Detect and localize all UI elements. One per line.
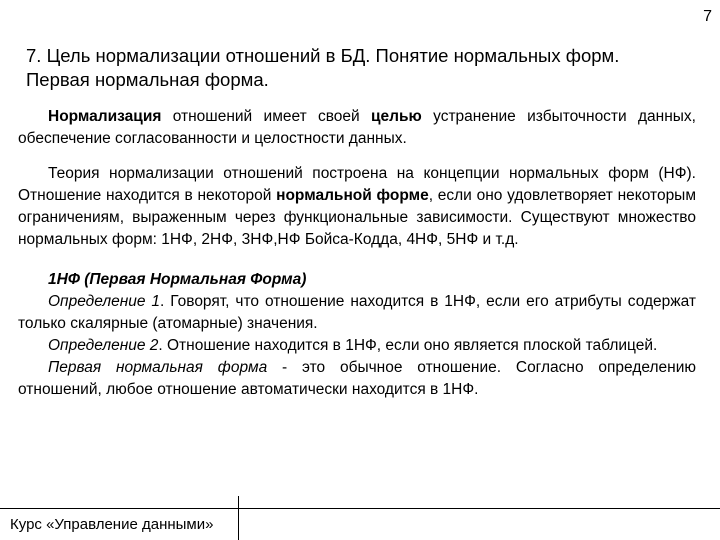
paragraph-text: отношений имеет своей	[161, 108, 372, 125]
footer-separator	[238, 496, 239, 540]
paragraph-text: устранение избыточности данных, обеспечение согласованности и целостности данных.	[18, 108, 696, 147]
term-normal-form: нормальной форме	[276, 187, 429, 204]
paragraph-text: , если оно удовлетворяет некоторым ограничениям, выраженным через функциональные зависимости. Существуют множество нормальных форм: 1НФ, 2НФ, 3НФ,НФ Бойса-Кодда, 4НФ, 5НФ и т.д.	[18, 187, 696, 248]
paragraph-normalization	[18, 106, 696, 150]
definition-1-text: . Говорят, что отношение находится в 1НФ, если его атрибуты содержат только скалярные (атомарные) значения.	[18, 293, 697, 332]
note-1nf	[18, 357, 696, 401]
definition-2-text: . Отношение находится в 1НФ, если оно является плоской таблицей.	[158, 337, 658, 354]
page-title	[26, 44, 696, 92]
paragraph-theory	[18, 163, 696, 251]
title-line-2: Первая нормальная форма.	[26, 69, 269, 90]
note-text: - это обычное отношение. Согласно определению отношений, любое отношение автоматически находится в 1НФ.	[18, 359, 696, 398]
section-heading-1nf: 1НФ (Первая Нормальная Форма)	[48, 271, 307, 288]
title-line-1: 7. Цель нормализации отношений в БД. Понятие нормальных форм.	[26, 45, 620, 66]
footer-course: Курс «Управление данными»	[10, 516, 214, 533]
definition-1	[18, 291, 696, 335]
definition-2	[18, 335, 696, 357]
content-body	[18, 106, 696, 401]
term-goal: целью	[371, 108, 422, 125]
page-number: 7	[703, 8, 712, 25]
footer-divider	[0, 508, 720, 509]
paragraph-text: Теория нормализации отношений построена на концепции нормальных форм (НФ). Отношение находится в некоторой	[18, 165, 696, 204]
term-normalization: Нормализация	[48, 108, 162, 125]
definition-2-label: Определение 2	[48, 337, 159, 354]
definition-1-label: Определение 1	[48, 293, 161, 310]
note-label: Первая нормальная форма	[48, 359, 268, 376]
